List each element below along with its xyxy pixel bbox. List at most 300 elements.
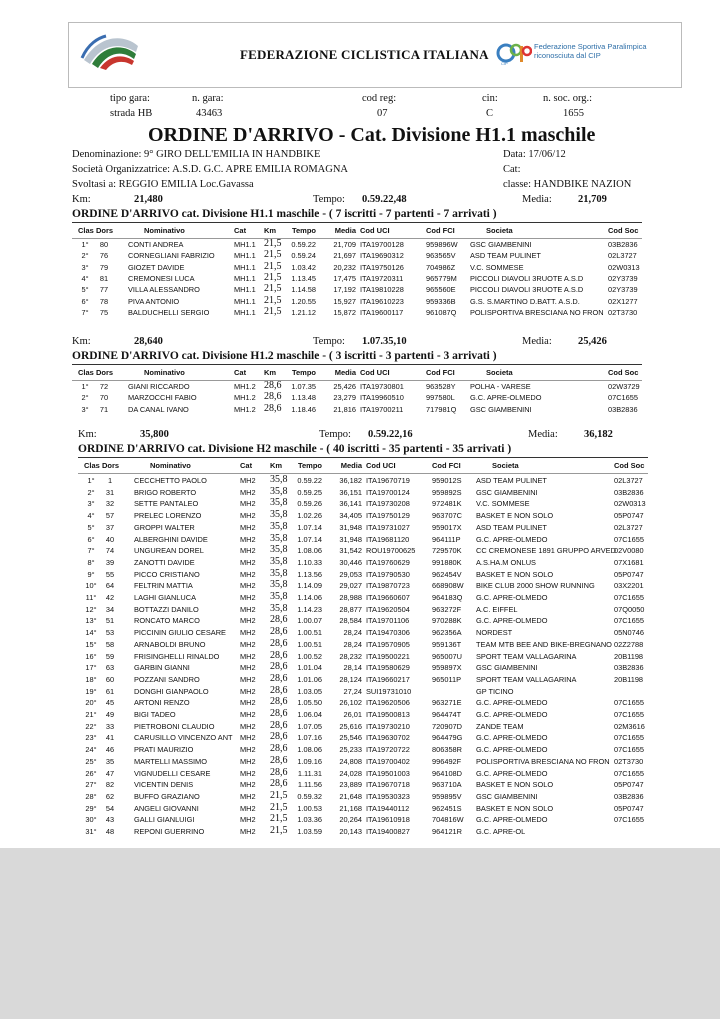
cell-cod-soc: 02X1277 [608,296,638,306]
cell-tempo: 1.08.06 [297,546,322,556]
cell-tempo: 0.59.22 [291,240,316,249]
column-header-nominativo: Nominativo [150,461,191,470]
cell-cod-uci: ITA19670718 [366,780,410,790]
cell-km: 21,5 [270,789,288,801]
cell-cat: MH2 [240,593,256,602]
cell-dors: 82 [105,780,115,790]
cell-cat: MH2 [240,628,256,638]
cell-dors: 64 [105,581,115,591]
label-n-soc-org: n. soc. org.: [543,93,593,104]
cell-societa: BASKET E NON SOLO [476,569,554,579]
cell-tempo: 1.03.05 [297,686,322,696]
cell-clas: 11° [85,593,97,602]
cell-km: 35,8 [270,555,288,567]
cell-media: 31,948 [339,534,362,544]
section1-media: 21,709 [578,194,607,205]
cell-tempo: 1.07.35 [291,382,316,391]
cell-societa: POLHA - VARESE [470,382,531,391]
cell-dors: 32 [105,499,115,509]
cell-clas: 8° [87,557,95,567]
cell-societa: SPORT TEAM VALLAGARINA [476,674,577,684]
cell-media: 20,264 [339,815,362,825]
cell-tempo: 1.14.58 [291,285,316,295]
cell-media: 28,988 [339,593,362,602]
cell-media: 25,426 [333,382,356,391]
cell-cat: MH1.2 [234,382,256,391]
cell-cod-soc: 02Z2788 [614,639,644,649]
cell-cod-uci: ITA19500813 [366,710,410,719]
cell-tempo: 1.09.16 [297,756,322,766]
cell-km: 35,8 [270,497,288,509]
cell-clas: 20° [85,698,97,708]
cell-km: 28,6 [270,754,288,766]
section3-media-label: Media: [528,429,558,440]
cell-societa: SPORT TEAM VALLAGARINA [476,651,577,661]
cell-media: 17,475 [333,273,356,283]
cell-cod-uci: ITA19660607 [366,593,410,602]
cell-km: 28,6 [270,661,288,673]
cell-clas: 2° [81,393,89,403]
event-svoltasi: Svoltasi a: REGGIO EMILIA Loc.Gavassa [72,179,254,190]
cell-km: 21,5 [264,260,282,272]
cell-media: 25,233 [339,745,362,755]
cell-nominativo: PIETROBONI CLAUDIO [134,721,215,731]
cell-cat: MH2 [240,651,256,661]
cell-clas: 18° [85,674,97,684]
section1-heading: ORDINE D'ARRIVO cat. Divisione H1.1 maschile - ( 7 iscritti - 7 partenti - 7 arrivati ) [72,208,497,220]
cell-cat: MH2 [240,546,256,556]
cell-cod-uci: ITA19810228 [360,285,404,295]
column-header-km: Km [264,226,277,235]
cell-cod-uci: ITA19731027 [366,522,410,532]
cell-cat: MH2 [240,768,256,778]
cell-nominativo: REPONI GUERRINO [134,827,205,836]
cell-societa: G.C. APRE-OLMEDO [476,616,548,626]
cell-media: 36,151 [339,487,362,497]
cell-cat: MH2 [240,522,256,532]
cell-cat: MH2 [240,827,256,836]
table-row [0,532,720,546]
cell-nominativo: BALDUCHELLI SERGIO [128,307,210,317]
cell-cod-uci: ITA19660217 [366,674,410,684]
cell-dors: 58 [105,639,115,649]
table-row [0,294,720,308]
section1-tempo: 0.59.22,48 [362,194,407,205]
column-header-dors: Dors [102,461,120,470]
cell-cod-uci: ITA19610223 [360,296,404,306]
cell-societa: G.C. APRE-OLMEDO [476,815,548,825]
cell-societa: BASKET E NON SOLO [476,511,554,521]
table-row [0,684,720,698]
cell-km: 28,6 [264,391,282,403]
cell-cat: MH1.1 [234,273,256,283]
cell-tempo: 1.07.05 [297,721,322,731]
label-cod-reg: cod reg: [362,93,397,104]
cell-media: 25,616 [339,721,362,731]
cell-tempo: 1.14.06 [297,593,322,602]
cell-tempo: 1.14.09 [297,581,322,591]
cell-cod-soc: 03B2836 [614,663,644,673]
cell-cod-fci: 996492F [432,756,462,766]
column-header-cod-soc: Cod Soc [608,226,639,235]
section3-km-label: Km: [78,429,97,440]
cell-cod-soc: 07C1655 [614,593,644,602]
cell-cod-fci: 668908W [432,581,464,591]
cell-cod-uci: ITA19570905 [366,639,410,649]
cell-cod-soc: 02W3729 [608,382,640,391]
cell-media: 23,279 [333,393,356,403]
cell-societa: GSC GIAMBENINI [470,240,532,249]
cell-dors: 39 [105,557,115,567]
section2-tempo: 1.07.35,10 [362,336,407,347]
cell-cod-soc: 05N0746 [614,628,644,638]
cell-cat: MH2 [240,745,256,755]
table-row [0,305,720,319]
cell-cod-soc: 05P0747 [614,511,644,521]
cell-societa: GSC GIAMBENINI [476,663,538,673]
cell-tempo: 1.14.23 [297,604,322,614]
cell-tempo: 1.21.12 [291,307,316,317]
cell-km: 28,6 [270,778,288,790]
cell-km: 28,6 [270,649,288,661]
cell-nominativo: PICCININ GIULIO CESARE [134,628,226,638]
table-row [0,555,720,569]
cell-nominativo: MARZOCCHI FABIO [128,393,197,403]
cell-dors: 72 [99,382,109,391]
cell-cat: MH2 [240,487,256,497]
cell-dors: 40 [105,534,115,544]
cell-cat: MH1.1 [234,307,256,317]
cell-media: 28,584 [339,616,362,626]
cell-media: 15,927 [333,296,356,306]
cell-cod-fci: 991880K [432,557,462,567]
cell-cod-fci: 959895V [432,791,462,801]
empty-viewer-area [0,848,720,1019]
cell-km: 28,6 [264,402,282,414]
cell-cod-fci: 965007U [432,651,462,661]
column-header-tempo: Tempo [291,368,316,377]
cell-societa: G.C. APRE-OL [476,827,526,836]
cell-clas: 5° [87,522,95,532]
cell-cod-uci: ITA19700211 [360,404,404,414]
value-cin: C [486,108,494,119]
table-row [0,663,720,674]
cell-cod-fci: 963528Y [426,382,456,391]
value-cod-reg: 07 [377,108,388,119]
cell-clas: 1° [81,382,89,391]
event-societa: Società Organizzatrice: A.S.D. G.C. APRE EMILIA ROMAGNA [72,164,348,175]
column-header-clas: Clas [78,368,94,377]
table-row [0,698,720,709]
cell-km: 35,8 [270,579,288,591]
column-header-dors: Dors [96,368,114,377]
cell-media: 28,877 [339,604,362,614]
cell-clas: 17° [85,663,97,673]
cell-cod-uci: ITA19750129 [366,511,410,521]
cell-clas: 4° [87,511,95,521]
column-header-cat: Cat [234,368,247,377]
cell-societa: TEAM MTB BEE AND BIKE-BREGNANO [476,639,612,649]
cip-caption [534,42,647,60]
cell-media: 21,697 [333,251,356,261]
cell-societa: GSC GIAMBENINI [470,404,532,414]
cell-cod-soc: 02M3616 [614,721,645,731]
section3-km: 35,800 [140,429,169,440]
cell-clas: 2° [87,487,95,497]
cell-nominativo: DA CANAL IVANO [128,404,189,414]
table-row [0,393,720,404]
cell-cat: MH2 [240,803,256,813]
cell-cod-uci: ITA19470306 [366,628,410,638]
table-row [0,511,720,522]
cell-media: 27,24 [343,686,362,696]
cell-cod-fci: 963710A [432,780,462,790]
cell-km: 21,5 [264,305,282,317]
cell-km: 28,6 [270,708,288,719]
cell-clas: 4° [81,273,89,283]
cell-cod-uci: ITA19600117 [360,307,404,317]
table-row [0,789,720,803]
cell-cod-uci: ITA19530323 [366,791,410,801]
section1-media-label: Media: [522,194,552,205]
cell-cod-soc: 07C1655 [614,616,644,626]
cell-tempo: 0.59.25 [297,487,322,497]
cell-clas: 27° [85,780,97,790]
section2-km-label: Km: [72,336,91,347]
cell-societa: GSC GIAMBENINI [476,487,538,497]
cell-media: 28,232 [339,651,362,661]
column-header-cod-uci: Cod UCI [360,226,390,235]
cell-cod-fci: 972481K [432,499,462,509]
cell-nominativo: GROPPI WALTER [134,522,195,532]
cell-media: 28,24 [343,628,362,638]
cell-tempo: 1.08.06 [297,745,322,755]
cell-cat: MH1.2 [234,393,256,403]
cell-dors: 55 [105,569,115,579]
cell-nominativo: VIGNUDELLI CESARE [134,768,211,778]
cell-clas: 14° [85,628,97,638]
cell-cod-soc: 02L3727 [614,476,643,485]
cell-nominativo: MARTELLI MASSIMO [134,756,207,766]
cell-dors: 71 [99,404,109,414]
cell-nominativo: PRATI MAURIZIO [134,745,194,755]
event-cat: Cat: [503,164,521,175]
cell-media: 31,542 [339,546,362,556]
cell-cat: MH2 [240,733,256,743]
cell-cod-fci: 959896W [426,240,458,249]
cell-cat: MH2 [240,663,256,673]
cell-cod-uci: ITA19681120 [366,534,410,544]
table-row [0,754,720,768]
cell-tempo: 1.01.06 [297,674,322,684]
table-row [0,593,720,604]
cell-cod-fci: 961087Q [426,307,457,317]
value-tipo-gara: strada HB [110,108,153,119]
cell-cod-fci: 970288K [432,616,462,626]
column-header-cat: Cat [240,461,253,470]
table-row [0,602,720,616]
cell-nominativo: DONGHI GIANPAOLO [134,686,209,696]
cell-societa: GP TICINO [476,686,514,696]
cell-dors: 78 [99,296,109,306]
cell-tempo: 1.03.42 [291,262,316,272]
section3-tempo: 0.59.22,16 [368,429,413,440]
cell-societa: BASKET E NON SOLO [476,780,554,790]
cell-societa: CC CREMONESE 1891 GRUPPO ARVED [476,546,616,556]
table-row [0,827,720,838]
table-row [0,476,720,487]
section3-header-rule [78,473,648,474]
cell-km: 35,8 [270,591,288,602]
table-row [0,733,720,744]
cell-cod-soc: 20B1198 [614,651,644,661]
cell-cod-soc: 05P0747 [614,569,644,579]
table-row [0,745,720,756]
cell-cod-fci: 704816W [432,815,464,825]
cell-cod-fci: 962451S [432,803,462,813]
section3-column-header [0,461,720,472]
cell-societa: A.C. EIFFEL [476,604,518,614]
cell-cod-soc: 07X1681 [614,557,644,567]
cell-dors: 77 [99,285,109,295]
cell-cat: MH2 [240,710,256,719]
cell-societa: ASD TEAM PULINET [476,476,547,485]
column-header-nominativo: Nominativo [144,226,185,235]
cell-cod-soc: 20B1198 [614,674,644,684]
cell-clas: 2° [81,251,89,261]
cell-cod-fci: 963272F [432,604,462,614]
section1-header-rule [72,238,642,239]
cell-nominativo: RONCATO MARCO [134,616,200,626]
cell-cod-soc: 02V0080 [614,546,644,556]
column-header-km: Km [270,461,283,470]
cell-cat: MH2 [240,686,256,696]
cell-cod-uci: ITA19630702 [366,733,410,743]
column-header-societa: Societa [492,461,519,470]
cell-cod-uci: SUI19731010 [366,686,412,696]
cell-km: 28,6 [270,637,288,649]
table-row [0,271,720,285]
cell-cod-soc: 03B2836 [608,240,638,249]
section2-media-label: Media: [522,336,552,347]
document-title: ORDINE D'ARRIVO - Cat. Divisione H1.1 maschile [148,124,596,146]
cell-dors: 63 [105,663,115,673]
cell-cat: MH2 [240,698,256,708]
table-row [0,628,720,639]
cell-nominativo: FELTRIN MATTIA [134,581,193,591]
cell-cod-fci: 720907D [432,721,462,731]
cell-clas: 1° [87,476,95,485]
cell-cod-uci: ITA19610918 [366,815,410,825]
cell-tempo: 1.13.45 [291,273,316,283]
cell-cod-soc: 03B2836 [608,404,638,414]
cell-cod-fci: 963271E [432,698,462,708]
event-data: Data: 17/06/12 [503,149,566,160]
cell-cod-soc: 07C1655 [608,393,638,403]
fci-logo-icon [80,30,140,74]
cell-km: 28,6 [270,684,288,696]
section2-column-header [0,368,720,379]
cell-cat: MH2 [240,557,256,567]
cell-dors: 35 [105,756,115,766]
cell-cod-fci: 962454V [432,569,462,579]
cell-cat: MH2 [240,569,256,579]
table-row [0,285,720,296]
cell-clas: 3° [81,262,89,272]
cell-nominativo: PICCO CRISTIANO [134,569,200,579]
cell-cod-soc: 07C1655 [614,815,644,825]
cell-cod-uci: ROU19700625 [366,546,416,556]
cell-societa: ZANDE TEAM [476,721,524,731]
cell-tempo: 1.07.14 [297,534,322,544]
cell-media: 26,01 [343,710,362,719]
cell-km: 28,6 [270,731,288,743]
cell-km: 28,6 [270,614,288,626]
cell-media: 24,808 [339,756,362,766]
cell-clas: 7° [81,307,89,317]
cell-dors: 34 [105,604,115,614]
cell-nominativo: CARUSILLO VINCENZO ANT [134,733,233,743]
cell-clas: 15° [85,639,97,649]
table-row [0,485,720,499]
cell-km: 21,5 [264,294,282,306]
cell-dors: 62 [105,791,115,801]
cell-dors: 45 [105,698,115,708]
cell-tempo: 0.59.32 [297,791,322,801]
cell-societa: BIKE CLUB 2000 SHOW RUNNING [476,581,595,591]
cell-km: 21,5 [270,801,288,813]
cell-cat: MH2 [240,476,256,485]
cell-media: 36,141 [339,499,362,509]
cell-societa: V.C. SOMMESE [476,499,530,509]
cell-cod-uci: ITA19670719 [366,476,410,485]
column-header-cat: Cat [234,226,247,235]
cell-dors: 80 [99,240,109,249]
column-header-tempo: Tempo [297,461,322,470]
column-header-cod-uci: Cod UCI [360,368,390,377]
section2-heading: ORDINE D'ARRIVO cat. Divisione H1.2 maschile - ( 3 iscritti - 3 partenti - 3 arrivati ) [72,350,497,362]
cell-cat: MH2 [240,499,256,509]
cell-media: 30,446 [339,557,362,567]
cell-clas: 5° [81,285,89,295]
cell-cod-uci: ITA19960510 [360,393,404,403]
cell-clas: 3° [81,404,89,414]
cell-societa: G.C. APRE-OLMEDO [470,393,542,403]
cell-clas: 29° [85,803,97,813]
cell-dors: 60 [105,674,115,684]
cell-cat: MH1.1 [234,285,256,295]
cell-cod-uci: ITA19790530 [366,569,410,579]
cell-cod-fci: 959136T [432,639,462,649]
cip-logo-icon [496,40,532,66]
cell-nominativo: CONTI ANDREA [128,240,184,249]
cell-cod-uci: ITA19440112 [366,803,410,813]
cell-tempo: 1.05.50 [297,698,322,708]
cell-tempo: 1.03.36 [297,815,322,825]
cell-tempo: 1.11.31 [297,768,322,778]
cell-tempo: 1.00.53 [297,803,322,813]
table-row [0,499,720,510]
cell-tempo: 1.00.51 [297,628,322,638]
cell-cod-fci: 997580L [426,393,455,403]
cell-nominativo: GALLI GIANLUIGI [134,815,195,825]
cell-cod-uci: ITA19870723 [366,581,410,591]
cell-cat: MH1.1 [234,240,256,249]
cell-cod-uci: ITA19620504 [366,604,410,614]
cell-nominativo: BUFFO GRAZIANO [134,791,200,801]
label-n-gara: n. gara: [192,93,224,104]
section1-column-header [0,226,720,237]
